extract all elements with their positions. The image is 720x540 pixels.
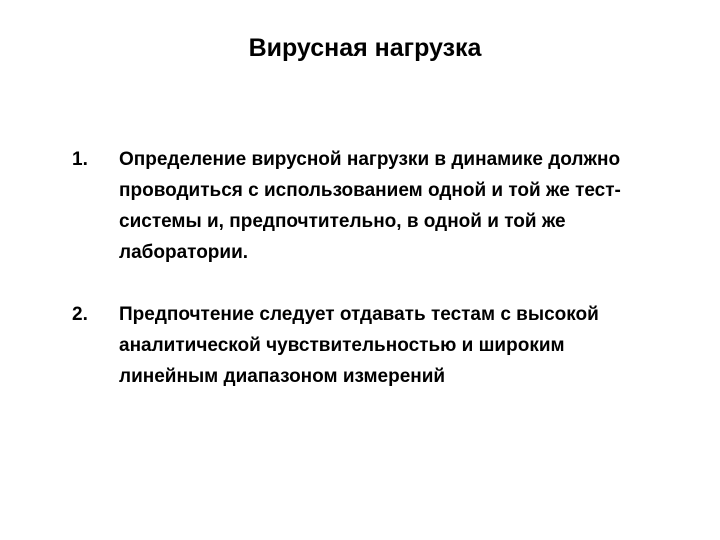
item-number: 2.: [72, 304, 88, 325]
item-text-line: Определение вирусной нагрузки в динамике должно: [119, 149, 621, 170]
item-text: [119, 144, 669, 268]
item-text: [119, 299, 669, 392]
item-text-line: системы и, предпочтительно, в одной и той же: [119, 211, 566, 232]
item-number: 1.: [72, 149, 88, 170]
item-text-line: Предпочтение следует отдавать тестам с высокой: [119, 304, 599, 325]
item-text-line: аналитической чувствительностью и широким: [119, 335, 565, 356]
item-text-line: проводиться с использованием одной и той же тест-: [119, 180, 621, 201]
slide-title: Вирусная нагрузка: [248, 34, 482, 62]
item-text-line: лаборатории.: [119, 242, 249, 263]
item-text-line: линейным диапазоном измерений: [119, 366, 446, 387]
